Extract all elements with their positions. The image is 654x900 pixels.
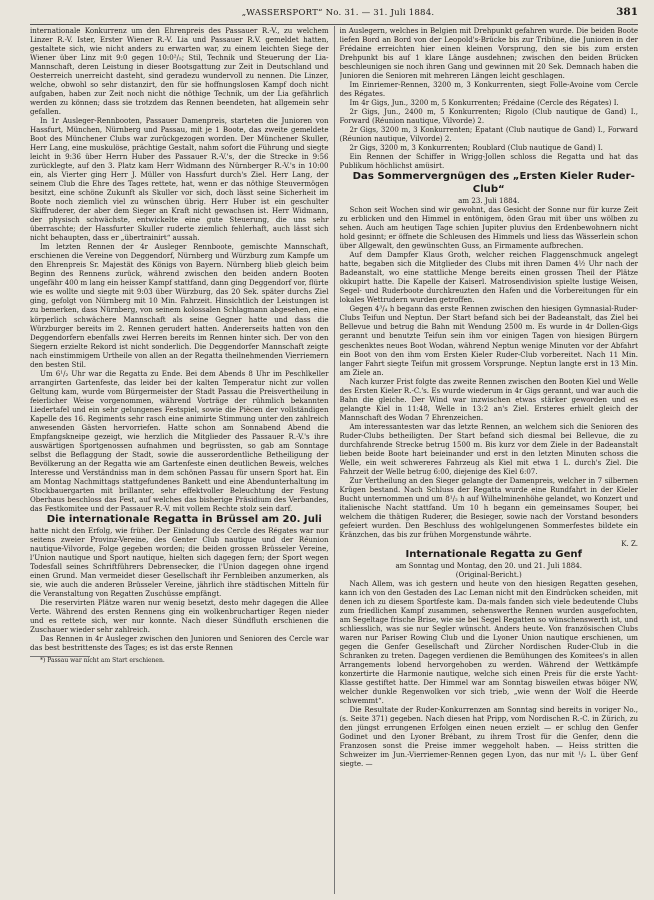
signature: K. Z. <box>621 538 638 548</box>
paragraph: Nach Allem, was ich gestern und heute von den hiesigen Regatten gesehen, kann ich von den Gestaden des Lac Leman nicht mit den Eindrücken scheiden, mit denen ich zu diesem Sportfeste kam. Da-mals fanden sich viele bedeutende Clubs zum friedlichen Kampf zusammen, sehenswerthe Rennen wurden ausgefochten, am Segeltage frische Brise, wie sie bei Segel Regatten so wünschenswerth ist, und schliesslich, was sie nur Segler wünscht. Anders heute. Von französischen Clubs waren nur Pariser Rowing Club und die Lyoner Union nautique erschienen, um gegen die Genfer Gesellschaft und Zürcher Nordischen Ruder-Club in die Schranken zu treten. Dagegen verdienen die Bemühungen des Komitees's in allen Arrangements lobend hervorgehoben zu werden. Während der Wettkämpfe konzertirte die Harmonie nautique, welche sich einen Preis für die erste Yacht-Klasse gestiftet hatte. Der Himmel war am Sonntag bisweilen etwas böiger NW, welcher dunkle Regenwolken vor sich trieb, „wie wenn der Wolf die Heerde schwemmt“. <box>339 578 638 706</box>
paragraph: Auf dem Dampfer Klaus Groth, welcher reichen Flaggenschmuck angelegt hatte, begaben sich die Mitglieder des Clubs mit ihren Damen 4½ Uhr nach der Badeanstalt, wo eine stattliche Menge bereits einen grossen Theil der Plätze okkupirt hatte. Die Kapelle der Kaiserl. Matrosendivision spielte lustige Weisen, Segel- und Ruderboote durchkreuzten den Hafen und die Vorbereitungen für ein lokales Wettrudern wurden getroffen. <box>339 250 638 305</box>
paragraph: in Auslegern, welches in Belgien mit Drehpunkt gefahren wurde. Die beiden Boote liefen Bord an Bord von der Leopold's-Brücke bis zur Tribüne, die Junioren in der Frédaine erreichten hier einen kleinen Vorsprung, den sie bis zum ersten Drehpunkt bis auf 1 klare Länge ausdehnen; zwischen den beiden Brücken beschleunigen sie noch ihren Gang und gewinnen mit 20 Sek. Demnach haben die Junioren die Senioren mit mehreren Längen leicht geschlagen. <box>339 26 638 81</box>
paragraph: Gegen 4³/₄ h begann das erste Rennen zwischen den hiesigen Gymnasial-Ruder-Clubs Teifun und Neptun. Der Start befand sich bei der Badeanstalt, das Ziel bei Bellevue und betrug die Bahn mit Wendung 2500 m. Es wurde in 4r Dollen-Gigs gerannt und benutzte Teifun sein ihm vor einigen Tagen von hiesigen Bürgern geschenktes neues Boot Wodan, während Neptun wenige Minuten vor der Abfahrt ein Boot von den ihm vom Ersten Kieler Ruder-Club vorbereitet. Nach 11 Min. langer Fahrt siegte Teifun mit grossem Vorsprunge. Neptun langte erst in 13 Min. am Ziele an. <box>339 304 638 377</box>
result-line: Im Einriemer-Rennen, 3200 m, 3 Konkurrenten, siegt Folle-Avoine vom Cercle des Régates. <box>339 80 638 99</box>
result-line: 2r Gigs, 3200 m, 3 Konkurrenten; Epatant (Club nautique de Gand) I., Forward (Réunion nautique, Vilvorde) 2. <box>339 125 638 144</box>
paragraph: internationale Konkurrenz um den Ehrenpreis des Passauer R.-V., zu welchem Linzer R.-V. Ister, Erster Wiener R.-V. Lia und Passauer R.V. gemeldet hatten, gestaltete sich, wie nicht anders zu erwarten war, zu einem leichten Siege der Wiener über Linz mit 9:0 gegen 10:0²/₅; Stil, Technik und Steuerung der Lia-Mannschaft, deren Leistung in dieser Bootsgattung zur Zeit in Deutschland und Oesterreich unerreicht dasteht, sind geradezu wundervoll zu nennen. Die Linzer, welche, obwohl so sehr distanzirt, den für sie hoffnungslosen Kampf doch nicht aufgaben, haben zur Zeit noch nicht die nöthige Technik, um der Lia gefährlich werden zu können; dass sie trotzdem das Rennen beendeten, hat allgemein sehr gefallen. <box>30 26 329 117</box>
left-column <box>30 26 329 894</box>
running-title: „WASSERSPORT“ No. 31. — 31. Juli 1884. <box>241 8 435 18</box>
right-column <box>340 26 639 894</box>
article-heading-genf: Internationale Regatta zu Genf <box>405 548 583 560</box>
paragraph: Im letzten Rennen der 4r Ausleger Rennboote, gemischte Mannschaft, erschienen die Vereine von Deggendorf, Nürnberg und Würzburg zum Kampfe um den Ehrenpreis Sr. Majestät des Königs von Bayern. Nürnberg blieb gleich beim Beginn des Rennens zurück, während zwischen den beiden andern Booten ungefähr 400 m lang ein heisser Kampf stattfand, dann ging Deggendorf vor, flürte wie es wollte und siegte mit 9:03 über Würzburg, das 20 Sek. später durchs Ziel ging, gefolgt von Nürnberg mit 10 Min. Fahrzeit. Hinsichtlich der Leistungen ist zu bemerken, dass Nürnberg, von seinem kolossalen Schlagmann abgesehen, eine körperlich schwächere Mannschaft als seine Gegner hatte und dass die Würzburger bereits im 2. Rennen gerudert hatten. Andererseits hatten von den Deggendorfern ebenfalls zwei Herren bereits im Rennen hinter sich. Der von den Siegern erzielte Rekord ist nicht sonderlich. Die Deggendorfer Mannschaft zeigte nach einstimmigem Urtheile von allen an der Regatta theilnehmenden Vierriemern den besten Stil. <box>30 242 329 369</box>
column-divider <box>334 26 335 894</box>
paragraph: Zur Vertheilung an den Sieger gelangte der Damenpreis, welcher in 7 silbernen Krügen bestand. Nach Schluss der Regatta wurde eine Rundfahrt in der Kieler Bucht unternommen und um 8¹/₂ h auf Wilhelminenhöhe gelandet, wo Konzert und italienische Nacht stattfand. Um 10 h begann ein gemeinsames Souper, bei welchem die thätigen Ruderer, die Besieger, sowie nach der Vorstand besonders gefeiert wurden. Den Beschluss des wohlgelungenen Sommerfestes bildete ein Kränzchen, das bis zur frühen Morgenstunde währte. <box>339 475 638 539</box>
article-heading-bruessel: Die internationale Regatta in Brüssel am 20. Juli <box>46 513 322 525</box>
article-subheading: am Sonntag und Montag, den 20. und 21. Juli 1884. <box>395 560 583 570</box>
paragraph: Nach kurzer Frist folgte das zweite Rennen zwischen den Booten Kiel und Welle des Ersten Kieler R.-C.'s. Es wurde wiederum in 4r Gigs gerannt, und war auch die Bahn die gleiche. Der Wind war inzwischen etwas stärker geworden und es gelangte Kiel in 11:48, Welle in 13:2 an's Ziel. Ersteres erhielt gleich der Mannschaft des Wodan 7 Ehrenzeichen. <box>339 376 638 422</box>
paragraph: Die reservirten Plätze waren nur wenig besetzt, desto mehr dagegen die Allee Verte. Während des ersten Rennens ging ein wolkenbruchartiger Regen nieder und es rettete sich, wer nur konnte. Nach dieser Sündfluth erschienen die Zuschauer wieder sehr zahlreich. <box>30 597 329 635</box>
result-line: Im 4r Gigs, Jun., 3200 m, 5 Konkurrenten; Frédaine (Cercle des Régates) I. <box>349 98 619 108</box>
paragraph: Schon seit Wochen sind wir gewohnt, das Gesicht der Sonne nur für kurze Zeit zu erblicken und den Himmel in entönigem, öden Grau mit über uns wölben zu sehen. Auch am heutigen Tage schien Jupiter pluvius den Erdenbewohnern nicht hold gesinnt; er öffnete die Schleusen des Himmels und liess das Wässerlein schon über Allgewalt, den gewünschten Guss, an Firmamente aufbrechen. <box>339 205 638 251</box>
paragraph: Am interessantesten war das letzte Rennen, an welchem sich die Senioren des Ruder-Clubs betheiligten. Der Start befand sich diesmal bei Bellevue, die zu durchfahrende Strecke betrug 1500 m. Bis kurz vor dem Ziele in der Badeanstalt lieben beide Boote hart beieinander und erst in den letzten Minuten schoss die Welle, ein weit schwereres Fahrzeug als Kiel mit etwa 1 L. durch's Ziel. Die Fahrzeit der Welle betrug 6:00, diejenige des Kiel 6:07. <box>339 421 638 476</box>
page-header <box>30 6 638 25</box>
paragraph: hatte nicht den Erfolg, wie früher. Der Einladung des Cercle des Régates war nur seitens zweier Provinz-Vereine, des Genter Club nautique und der Réunion nautique-Vilvorde, Folge gegeben worden; die beiden grossen Brüsseler Vereine, l'Union nautique und Sport nautique, hielten sich dagegen fern; der Sport wegen Todesfall seines Schriftführers Debrensecker, die l'Union dagegen ohne irgend einen Grund. Man vermeidet dieser Gesellschaft ihr Fernbleiben anzumerken, als sie, wie auch die anderen Brüsseler Vereine, jährlich ihre städtischen Mitteln für die Veranstaltung von Regatten Zuschüsse empfängt. <box>30 525 329 598</box>
paragraph: Ein Rennen der Schiffer in Wrigg-Jollen schloss die Regatta und hat das Publikum höchlichst amüsirt. <box>339 152 638 171</box>
columns <box>30 26 638 894</box>
paragraph: Die Resultate der Ruder-Konkurrenzen am Sonntag sind bereits in voriger No., (s. Seite 371) gegeben. Nach diesen hat Pripp, vom Nordischen R.-C. in Zürich, zu den jüngst errungenen Erfolgen einen neuen erzielt — er schlug den Genfer Godinet und den Lyoner Brébant, zu ihrem Trost für die Genfer, denn die Franzosen sonst die Preise immer weggeholt haben. — Heiss stritten die Schweizer im Jun.-Vierriemer-Rennen gegen Lyon, das nur mit ¹/₂ L. über Genf siegte. — <box>339 705 638 769</box>
paragraph: Um 6¹/₂ Uhr war die Regatta zu Ende. Bei dem Abends 8 Uhr im Peschlkeller arrangirten Gartenfeste, das leider bei der kalten Temperatur nicht zur vollen Geltung kam, wurde vom Bürgermeister der Stadt Passau die Preisvertheilung in feierlicher Weise vorgenommen, während Vorträge der rühmlich bekannten Liedertafel und ein sehr gelungenes Festspiel, sowie die Piècen der vollständigen Kapelle des 16. Regiments sehr rasch eine animirte Stimmung unter den zahlreich anwesenden Gästen hervorriefen. Hatte schon am Sonnabend Abend die Empfangskneipe gezeigt, wie herzlich die Mitglieder des Passauer R.-V.'s ihre auswärtigen Sportgenossen aufnahmen und begrüssten, so gab am Sonntage selbst die Beflaggung der Stadt, sowie die ausserordentliche Betheiligung der Bevölkerung an der Regatta wie am Gartenfeste einen deutlichen Beweis, welches Interesse und Verständniss man in dem schönen Passau für unsern Sport hat. Ein am Montag Nachmittags stattgefundenes Bankett und eine Abendunterhaltung im Stockbauergarten mit brillanter, sehr effektvoller Beleuchtung der Festung Oberhaus beschloss das Fest, auf welches das bisherige Präsidium des Verbandes, das Festkomitee und der Passauer R.-V. mit vollem Rechte stolz sein darf. <box>30 368 329 513</box>
paragraph: In 1r Ausleger-Rennbooten, Passauer Damenpreis, starteten die Junioren von Hassfurt, München, Nürnberg und Passau, mit je 1 Boote, das zweite gemeldete Boot des Münchener Clubs war zurückgezogen worden. Der Münchener Skuller, Herr Lang, eine muskulöse, prächtige Gestalt, nahm sofort die Führung und siegte leicht in 9:36 über Herrn Huber des Passauer R.-V.'s, der die Strecke in 9:56 zurücklegte, auf den 3. Platz kam Herr Widmann des Nürnberger R.-V.'s in 10:00 ein, als Vierter ging Herr J. Müller von Hassfurt durch's Ziel. Herr Lang, der seinem Club die Ehre des Tages rettete, hat, wenn er das nöthige Steuvermögen besitzt, eine schöne Zukunft als Skuller vor sich, doch lässt seine Sicherheit im Boote noch ziemlich viel zu wünschen übrig. Herr Huber ist ein geschulter Skiffruderer, der aber dem Sieger an Kraft nicht gewachsen ist. Herr Widmann, der physisch schwächste, entwickelte eine gute Steuerung, die uns sehr überraschte; der Hassfurter Skuller ruderte ziemlich fehlerhaft, auch lässt sich nicht behaupten, dass er „übertrainirt“ aussah. <box>30 116 329 243</box>
result-line: 2r Gigs, Jun., 2400 m, 5 Konkurrenten; Rigolo (Club nautique de Gand) I., Forward (Réunion nautique, Vilvorde) 2. <box>339 107 638 126</box>
page-number: 381 <box>616 6 638 18</box>
article-subheading: am 23. Juli 1884. <box>458 196 520 206</box>
footnote: *) Passau war nicht am Start erschienen. <box>40 657 165 665</box>
paragraph: Das Rennen in 4r Ausleger zwischen den Junioren und Senioren des Cercle war das best bestrittenste des Tages; es ist das erste Rennen <box>30 634 329 653</box>
article-heading-kiel: Das Sommervergnügen des „Ersten Kieler Ruder-Club“ <box>352 171 635 196</box>
article-subheading: (Original-Bericht.) <box>455 569 522 579</box>
result-line: 2r Gigs, 3200 m, 3 Konkurrenten; Roublard (Club nautique de Gand) I. <box>349 143 603 153</box>
